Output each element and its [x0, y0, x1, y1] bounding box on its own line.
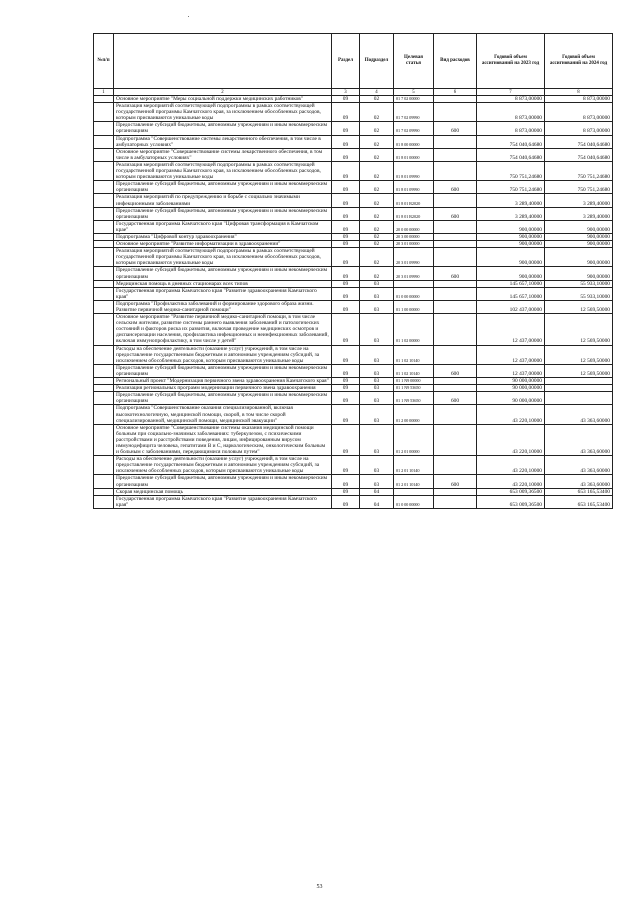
table-row	[94, 233, 613, 240]
volume-2023-cell: 754 040,64680	[477, 135, 545, 148]
item-name-cell: Медицинская помощь в дневных стационарах всех типов	[114, 280, 332, 287]
volume-2024-cell: 12 569,50000	[545, 314, 613, 345]
subsection-cell: 04	[360, 488, 394, 495]
row-number-cell	[94, 475, 114, 488]
column-number: 8	[545, 89, 613, 96]
item-name-cell: Основное мероприятие "Меры социальной поддержки медицинских работников"	[114, 96, 332, 103]
budget-allocation-table	[93, 33, 613, 509]
volume-2023-cell: 8 873,00000	[477, 122, 545, 135]
row-number-cell	[94, 103, 114, 122]
row-number-cell	[94, 267, 114, 280]
table-row	[94, 488, 613, 495]
section-cell: 09	[332, 194, 360, 207]
expense-type-cell: 600	[434, 392, 477, 405]
row-number-cell	[94, 181, 114, 194]
table-row	[94, 300, 613, 313]
column-number-row	[94, 89, 613, 96]
expense-type-cell: 600	[434, 207, 477, 220]
row-number-cell	[94, 194, 114, 207]
target-article-cell: 01 1 02 10140	[394, 345, 434, 364]
table-row	[94, 314, 613, 345]
target-article-cell: 01 2 01 00000	[394, 424, 434, 455]
section-cell: 09	[332, 475, 360, 488]
target-article-cell: 20 3 01 09990	[394, 267, 434, 280]
table-row	[94, 378, 613, 385]
subsection-cell: 02	[360, 241, 394, 248]
section-cell: 09	[332, 161, 360, 180]
section-cell: 09	[332, 364, 360, 377]
expense-type-cell: 600	[434, 364, 477, 377]
expense-type-cell	[434, 135, 477, 148]
section-cell: 09	[332, 103, 360, 122]
section-cell: 09	[332, 314, 360, 345]
target-article-cell	[394, 488, 434, 495]
volume-2024-cell: 653 165,53400	[545, 495, 613, 508]
column-number: 6	[434, 89, 477, 96]
row-number-cell	[94, 207, 114, 220]
expense-type-cell	[434, 405, 477, 424]
item-name-cell: Реализация региональных программ модернизации первичного звена здравоохранения	[114, 385, 332, 392]
item-name-cell: Предоставление субсидий бюджетным, автономным учреждениям и иным некоммерческим организациям	[114, 267, 332, 280]
row-number-cell	[94, 385, 114, 392]
table-row	[94, 248, 613, 267]
item-name-cell: Реализация мероприятий соответствующей подпрограммы в рамках соответствующей государственной программы Камчатского края, за исключением обособленных расходов, которым присваиваются уникальные коды	[114, 248, 332, 267]
volume-2024-cell: 900,00000	[545, 248, 613, 267]
expense-type-cell	[434, 248, 477, 267]
volume-2023-cell: 145 657,10000	[477, 287, 545, 300]
table-header-row	[94, 34, 613, 89]
item-name-cell: Реализация мероприятий по предупреждению и борьбе с социально значимыми инфекционными заболеваниями	[114, 194, 332, 207]
target-article-cell: 01 2 01 10140	[394, 456, 434, 475]
row-number-cell	[94, 233, 114, 240]
expense-type-cell: 600	[434, 181, 477, 194]
page-number: 53	[316, 884, 323, 890]
header-section: Раздел	[332, 34, 360, 89]
table-row	[94, 267, 613, 280]
volume-2023-cell: 900,00000	[477, 241, 545, 248]
row-number-cell	[94, 287, 114, 300]
row-number-cell	[94, 161, 114, 180]
volume-2024-cell: 43 363,60000	[545, 405, 613, 424]
subsection-cell: 02	[360, 207, 394, 220]
header-name	[114, 34, 332, 89]
item-name-cell: Основное мероприятие "Совершенствование системы лекарственного обеспечения, в том числе в амбулаторных условиях"	[114, 148, 332, 161]
item-name-cell: Подпрограмма "Цифровой контур здравоохранения"	[114, 233, 332, 240]
expense-type-cell	[434, 194, 477, 207]
expense-type-cell	[434, 345, 477, 364]
target-article-cell: 01 1 02 10140	[394, 364, 434, 377]
volume-2023-cell: 12 437,00000	[477, 314, 545, 345]
volume-2024-cell: 3 289,40000	[545, 207, 613, 220]
subsection-cell: 03	[360, 345, 394, 364]
header-volume-2023: Годовой объем ассигнований на 2023 год	[477, 34, 545, 89]
header-target-article: Целевая статья	[394, 34, 434, 89]
expense-type-cell	[434, 495, 477, 508]
section-cell: 09	[332, 345, 360, 364]
expense-type-cell	[434, 233, 477, 240]
target-article-cell: 01 7 02 09990	[394, 103, 434, 122]
volume-2023-cell: 102 437,00000	[477, 300, 545, 313]
volume-2023-cell: 43 220,10000	[477, 475, 545, 488]
expense-type-cell	[434, 241, 477, 248]
column-number: 7	[477, 89, 545, 96]
table-row	[94, 207, 613, 220]
row-number-cell	[94, 122, 114, 135]
volume-2023-cell: 653 009,36500	[477, 495, 545, 508]
target-article-cell: 01 8 01 09990	[394, 181, 434, 194]
row-number-cell	[94, 280, 114, 287]
target-article-cell: 01 1 N9 53650	[394, 392, 434, 405]
expense-type-cell: 600	[434, 267, 477, 280]
target-article-cell: 20 3 01 00000	[394, 241, 434, 248]
subsection-cell: 03	[360, 392, 394, 405]
header-volume-2024: Годовой объем ассигнований на 2024 год	[545, 34, 613, 89]
volume-2024-cell: 12 569,50000	[545, 345, 613, 364]
volume-2024-cell: 55 933,10000	[545, 287, 613, 300]
item-name-cell: Расходы на обеспечение деятельности (оказание услуг) учреждений, в том числе на предоставление государственным бюджетным и автономным учреждениям субсидий, за исключением обособленных расходов, которым присваиваются уникальные коды	[114, 456, 332, 475]
table-row	[94, 241, 613, 248]
table-row	[94, 385, 613, 392]
subsection-cell: 02	[360, 181, 394, 194]
row-number-cell	[94, 405, 114, 424]
item-name-cell: Подпрограмма "Совершенствование системы лекарственного обеспечения, в том числе в амбулаторных условиях"	[114, 135, 332, 148]
row-number-cell	[94, 495, 114, 508]
volume-2024-cell: 3 289,40000	[545, 194, 613, 207]
volume-2023-cell: 750 751,24680	[477, 161, 545, 180]
expense-type-cell	[434, 456, 477, 475]
subsection-cell: 03	[360, 280, 394, 287]
subsection-cell: 03	[360, 456, 394, 475]
target-article-cell: 01 2 01 10140	[394, 475, 434, 488]
volume-2024-cell: 12 569,50000	[545, 300, 613, 313]
subsection-cell: 02	[360, 161, 394, 180]
expense-type-cell	[434, 314, 477, 345]
subsection-cell: 02	[360, 148, 394, 161]
volume-2023-cell: 43 220,10000	[477, 405, 545, 424]
volume-2024-cell	[545, 392, 613, 405]
volume-2024-cell: 43 363,60000	[545, 424, 613, 455]
item-name-cell: Расходы на обеспечение деятельности (оказание услуг) учреждений, в том числе на предоставление государственным бюджетным и автономным учреждениям субсидий, за исключением обособленных расходов, которым присваиваются уникальные коды	[114, 345, 332, 364]
section-cell: 09	[332, 495, 360, 508]
volume-2023-cell: 43 220,10000	[477, 456, 545, 475]
subsection-cell: 02	[360, 248, 394, 267]
item-name-cell: Предоставление субсидий бюджетным, автономным учреждениям и иным некоммерческим организациям	[114, 392, 332, 405]
volume-2024-cell	[545, 378, 613, 385]
table-row	[94, 405, 613, 424]
item-name-cell: Предоставление субсидий бюджетным, автономным учреждениям и иным некоммерческим организациям	[114, 207, 332, 220]
volume-2024-cell: 43 363,60000	[545, 475, 613, 488]
section-cell: 09	[332, 405, 360, 424]
subsection-cell: 03	[360, 364, 394, 377]
subsection-cell: 04	[360, 495, 394, 508]
section-cell: 09	[332, 385, 360, 392]
target-article-cell: 20 3 01 09990	[394, 248, 434, 267]
column-number: 5	[394, 89, 434, 96]
expense-type-cell	[434, 300, 477, 313]
section-cell: 09	[332, 392, 360, 405]
volume-2023-cell: 8 873,00000	[477, 96, 545, 103]
target-article-cell: 01 7 02 09990	[394, 122, 434, 135]
column-number: 3	[332, 89, 360, 96]
column-number: 4	[360, 89, 394, 96]
item-name-cell: Основное мероприятие "Развитие информатизации в здравоохранении"	[114, 241, 332, 248]
table-row	[94, 280, 613, 287]
target-article-cell: 01 1 00 00000	[394, 300, 434, 313]
section-cell: 09	[332, 122, 360, 135]
subsection-cell: 02	[360, 220, 394, 233]
target-article-cell: 20 3 00 00000	[394, 233, 434, 240]
table-row	[94, 287, 613, 300]
expense-type-cell	[434, 96, 477, 103]
table-row	[94, 181, 613, 194]
expense-type-cell	[434, 385, 477, 392]
section-cell: 09	[332, 248, 360, 267]
row-number-cell	[94, 392, 114, 405]
section-cell: 09	[332, 148, 360, 161]
section-cell: 09	[332, 233, 360, 240]
volume-2024-cell: 750 751,24680	[545, 161, 613, 180]
row-number-cell	[94, 378, 114, 385]
volume-2024-cell: 8 873,00000	[545, 122, 613, 135]
column-number: 2	[114, 89, 332, 96]
table-row	[94, 148, 613, 161]
item-name-cell: Реализация мероприятий соответствующей подпрограммы в рамках соответствующей государственной программы Камчатского края, за исключением обособленных расходов, которым присваиваются уникальные коды	[114, 103, 332, 122]
volume-2023-cell: 750 751,24680	[477, 181, 545, 194]
volume-2024-cell	[545, 385, 613, 392]
table-row	[94, 161, 613, 180]
subsection-cell: 02	[360, 135, 394, 148]
volume-2024-cell: 12 569,50000	[545, 364, 613, 377]
expense-type-cell	[434, 424, 477, 455]
item-name-cell: Подпрограмма "Совершенствование оказания специализированной, включая высокотехнологичную, медицинской помощи, скорой, в том числе скорой специализированной, медицинской помощи, медицинской эвакуации"	[114, 405, 332, 424]
expense-type-cell	[434, 220, 477, 233]
table-row	[94, 220, 613, 233]
expense-type-cell	[434, 280, 477, 287]
volume-2024-cell: 754 040,64680	[545, 148, 613, 161]
subsection-cell: 02	[360, 267, 394, 280]
volume-2023-cell: 145 657,10000	[477, 280, 545, 287]
target-article-cell: 01 2 00 00000	[394, 405, 434, 424]
table-row	[94, 96, 613, 103]
item-name-cell: Предоставление субсидий бюджетным, автономным учреждениям и иным некоммерческим организациям	[114, 364, 332, 377]
volume-2023-cell: 90 000,00000	[477, 392, 545, 405]
volume-2024-cell: 750 751,24680	[545, 181, 613, 194]
expense-type-cell	[434, 378, 477, 385]
row-number-cell	[94, 148, 114, 161]
item-name-cell: Подпрограмма "Профилактика заболеваний и формирование здорового образа жизни. Развитие первичной медико-санитарной помощи"	[114, 300, 332, 313]
volume-2024-cell: 43 363,60000	[545, 456, 613, 475]
row-number-cell	[94, 364, 114, 377]
table-row	[94, 103, 613, 122]
section-cell: 09	[332, 456, 360, 475]
target-article-cell: 01 0 00 00000	[394, 495, 434, 508]
subsection-cell: 02	[360, 96, 394, 103]
target-article-cell: 01 8 01 00000	[394, 148, 434, 161]
header-subsection: Подраздел	[360, 34, 394, 89]
expense-type-cell	[434, 148, 477, 161]
row-number-cell	[94, 220, 114, 233]
item-name-cell: Предоставление субсидий бюджетным, автономным учреждениям и иным некоммерческим организациям	[114, 181, 332, 194]
expense-type-cell: 600	[434, 475, 477, 488]
target-article-cell: 20 0 00 00000	[394, 220, 434, 233]
table-row	[94, 345, 613, 364]
subsection-cell: 03	[360, 314, 394, 345]
target-article-cell: 01 8 00 00000	[394, 135, 434, 148]
section-cell: 09	[332, 135, 360, 148]
volume-2023-cell: 3 289,40000	[477, 194, 545, 207]
item-name-cell: Предоставление субсидий бюджетным, автономным учреждениям и иным некоммерческим организациям	[114, 122, 332, 135]
subsection-cell: 03	[360, 378, 394, 385]
row-number-cell	[94, 241, 114, 248]
table-row	[94, 122, 613, 135]
volume-2024-cell: 8 873,00000	[545, 103, 613, 122]
expense-type-cell	[434, 488, 477, 495]
subsection-cell: 02	[360, 103, 394, 122]
row-number-cell	[94, 96, 114, 103]
section-cell: 09	[332, 96, 360, 103]
item-name-cell: Региональный проект "Модернизация первичного звена здравоохранения Камчатского края"	[114, 378, 332, 385]
row-number-cell	[94, 314, 114, 345]
section-cell: 09	[332, 181, 360, 194]
item-name-cell: Государственная программа Камчатского края "Развитие здравоохранения Камчатского края"	[114, 495, 332, 508]
target-article-cell: 01 8 01 R2020	[394, 194, 434, 207]
target-article-cell: 01 1 02 00000	[394, 314, 434, 345]
volume-2023-cell: 900,00000	[477, 220, 545, 233]
row-number-cell	[94, 345, 114, 364]
volume-2024-cell: 55 933,10000	[545, 280, 613, 287]
section-cell: 09	[332, 488, 360, 495]
item-name-cell: Скорая медицинская помощь	[114, 488, 332, 495]
volume-2023-cell: 900,00000	[477, 248, 545, 267]
expense-type-cell	[434, 103, 477, 122]
table-row	[94, 364, 613, 377]
item-name-cell: Предоставление субсидий бюджетным, автономным учреждениям и иным некоммерческим организациям	[114, 475, 332, 488]
header-expense-type: Вид расходов	[434, 34, 477, 89]
volume-2024-cell: 900,00000	[545, 220, 613, 233]
target-article-cell: 01 0 00 00000	[394, 287, 434, 300]
table-row	[94, 456, 613, 475]
item-name-cell: Основное мероприятие "Развитие первичной медико-санитарной помощи, в том числе сельским жителям, развитие системы раннего выявления заболеваний и патологических состояний и факторов риска их развития, включая проведение медицинских осмотров и диспансеризации населения, профилактика инфекционных и неинфекционных заболеваний, включая иммунопрофилактику, в том числе у детей"	[114, 314, 332, 345]
subsection-cell: 03	[360, 405, 394, 424]
subsection-cell: 03	[360, 475, 394, 488]
section-cell: 09	[332, 207, 360, 220]
section-cell: 09	[332, 287, 360, 300]
volume-2023-cell: 900,00000	[477, 233, 545, 240]
section-cell: 09	[332, 241, 360, 248]
subsection-cell: 02	[360, 233, 394, 240]
target-article-cell	[394, 280, 434, 287]
column-number: 1	[94, 89, 114, 96]
volume-2023-cell: 653 009,36500	[477, 488, 545, 495]
section-cell: 09	[332, 424, 360, 455]
subsection-cell: 03	[360, 385, 394, 392]
table-row	[94, 135, 613, 148]
volume-2024-cell: 8 873,00000	[545, 96, 613, 103]
expense-type-cell: 600	[434, 122, 477, 135]
expense-type-cell	[434, 287, 477, 300]
table-row	[94, 475, 613, 488]
scan-speck	[188, 16, 189, 17]
volume-2023-cell: 900,00000	[477, 267, 545, 280]
item-name-cell: Государственная программа Камчатского края "Развитие здравоохранения Камчатского края"	[114, 287, 332, 300]
subsection-cell: 03	[360, 424, 394, 455]
section-cell: 09	[332, 378, 360, 385]
volume-2023-cell: 12 437,00000	[477, 364, 545, 377]
volume-2024-cell: 754 040,64680	[545, 135, 613, 148]
table-row	[94, 424, 613, 455]
volume-2023-cell: 8 873,00000	[477, 103, 545, 122]
item-name-cell: Государственная программа Камчатского края "Цифровая трансформация в Камчатском крае"	[114, 220, 332, 233]
volume-2023-cell: 90 000,00000	[477, 385, 545, 392]
volume-2023-cell: 90 000,00000	[477, 378, 545, 385]
row-number-cell	[94, 135, 114, 148]
row-number-cell	[94, 300, 114, 313]
volume-2023-cell: 3 289,40000	[477, 207, 545, 220]
section-cell: 09	[332, 220, 360, 233]
table-row	[94, 392, 613, 405]
volume-2024-cell: 900,00000	[545, 233, 613, 240]
subsection-cell: 02	[360, 194, 394, 207]
section-cell: 09	[332, 267, 360, 280]
volume-2023-cell: 754 040,64680	[477, 148, 545, 161]
target-article-cell: 01 1 N9 53650	[394, 385, 434, 392]
section-cell: 09	[332, 280, 360, 287]
table-body	[94, 96, 613, 509]
subsection-cell: 03	[360, 300, 394, 313]
subsection-cell: 02	[360, 122, 394, 135]
subsection-cell: 03	[360, 287, 394, 300]
volume-2023-cell: 43 220,10000	[477, 424, 545, 455]
volume-2024-cell: 653 165,53400	[545, 488, 613, 495]
target-article-cell: 01 8 01 R2020	[394, 207, 434, 220]
row-number-cell	[94, 488, 114, 495]
row-number-cell	[94, 424, 114, 455]
section-cell: 09	[332, 300, 360, 313]
target-article-cell: 01 7 02 00000	[394, 96, 434, 103]
target-article-cell: 01 8 01 09990	[394, 161, 434, 180]
volume-2024-cell: 900,00000	[545, 241, 613, 248]
item-name-cell: Реализация мероприятий соответствующей подпрограммы в рамках соответствующей государственной программы Камчатского края, за исключением обособленных расходов, которым присваиваются уникальные коды	[114, 161, 332, 180]
expense-type-cell	[434, 161, 477, 180]
item-name-cell: Основное мероприятие "Совершенствование системы оказания медицинской помощи больным при социально-значимых заболеваниях: туберкулезом, с психическими расстройствами и расстройствами поведения, лицам, инфицированным вирусом иммунодефицита человека, гепатитами В и С, наркологическим, онкологическим больным и больным с заболеваниями, передающимися половым путем"	[114, 424, 332, 455]
row-number-cell	[94, 456, 114, 475]
table-row	[94, 495, 613, 508]
volume-2024-cell: 900,00000	[545, 267, 613, 280]
header-no: №п/п	[94, 34, 114, 89]
row-number-cell	[94, 248, 114, 267]
volume-2023-cell: 12 437,00000	[477, 345, 545, 364]
target-article-cell: 01 1 N9 00000	[394, 378, 434, 385]
table-row	[94, 194, 613, 207]
